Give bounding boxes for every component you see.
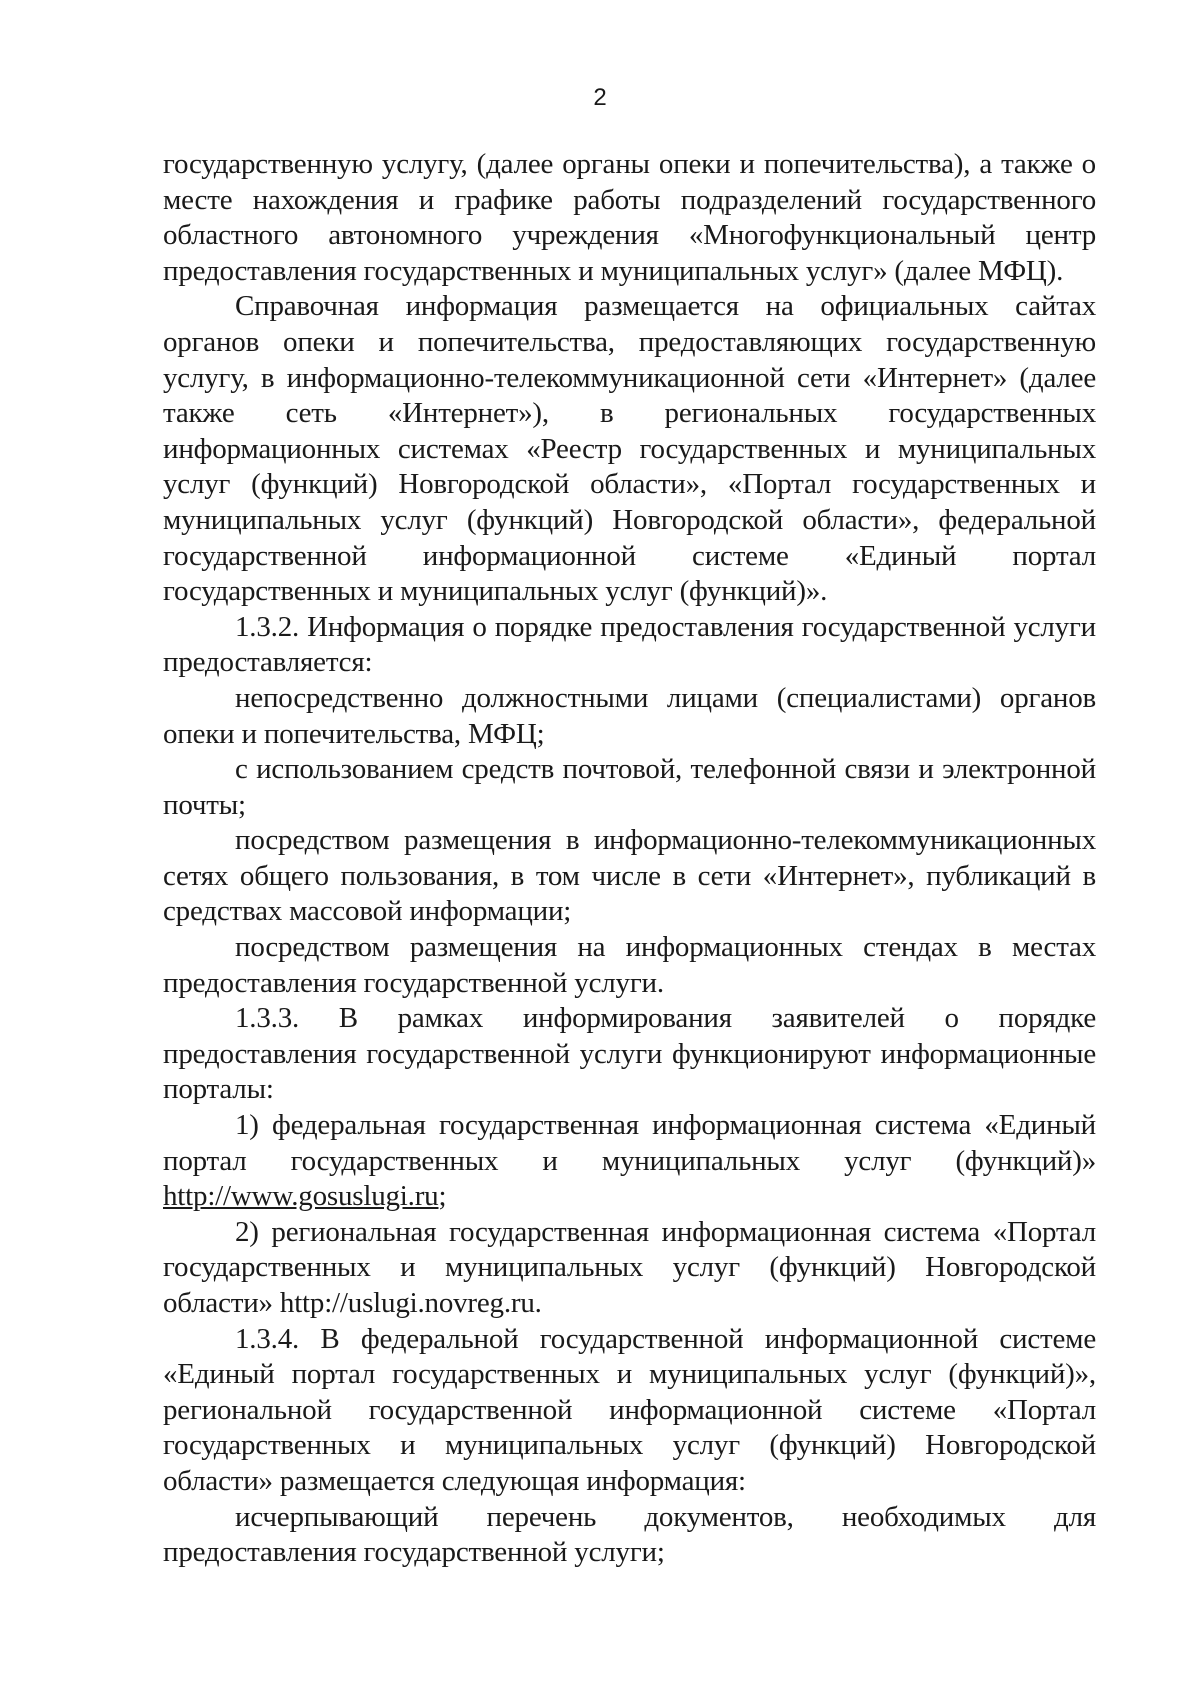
paragraph-stands: посредством размещения на информационных стендах в местах предоставления государственной услуги.	[163, 931, 1096, 999]
paragraph-networks: посредством размещения в информационно-телекоммуникационных сетях общего пользования, в том числе в сети «Интернет», публикаций в средствах массовой информации;	[163, 824, 1096, 928]
paragraph-documents-list: исчерпывающий перечень документов, необходимых для предоставления государственной услуги;	[163, 1500, 1096, 1569]
paragraph-1-3-2: 1.3.2. Информация о порядке предоставления государственной услуги предоставляется:	[163, 610, 1096, 679]
paragraph-officials: непосредственно должностными лицами (специалистами) органов опеки и попечительства, МФЦ;	[163, 681, 1096, 750]
page-number: 2	[593, 84, 607, 111]
gosuslugi-link[interactable]: http://www.gosuslugi.ru	[163, 1180, 439, 1213]
paragraph-mail-phone: с использованием средств почтовой, телефонной связи и электронной почты;	[163, 753, 1096, 821]
document-body	[163, 147, 1096, 1571]
paragraph-1-3-4: 1.3.4. В федеральной государственной информационной системе «Единый портал государственных и муниципальных услуг (функций)», региональной государственной информационной системе «Портал государственных и муниципальных услуг (функций) Новгородской области» размещается следующая информация:	[163, 1322, 1096, 1497]
portal-federal-text: 1) федеральная государственная информационная система «Единый портал государственных и муниципальных услуг (функций)»	[163, 1109, 1096, 1177]
portal-federal-tail: ;	[438, 1180, 447, 1213]
paragraph-1-3-3: 1.3.3. В рамках информирования заявителей о порядке предоставления государственной услуги функционируют информационные порталы:	[163, 1002, 1096, 1106]
paragraph-reference-info: Справочная информация размещается на официальных сайтах органов опеки и попечительства, предоставляющих государственную услугу, в информационно-телекоммуникационной сети «Интернет» (далее также сеть «Интернет»), в региональных государственных информационных системах «Реестр государственных и муниципальных услуг (функций) Новгородской области», «Портал государственных и муниципальных услуг (функций) Новгородской области», федеральной государственной информационной системе «Единый портал государственных и муниципальных услуг (функций)».	[163, 290, 1096, 608]
paragraph-portal-regional: 2) региональная государственная информационная система «Портал государственных и муниципальных услуг (функций) Новгородской области» http://uslugi.novreg.ru.	[163, 1215, 1096, 1319]
paragraph-portal-federal	[163, 1108, 1096, 1215]
paragraph-continuation: государственную услугу, (далее органы опеки и попечительства), а также о месте нахождения и графике работы подразделений государственного областного автономного учреждения «Многофункциональный центр предоставления государственных и муниципальных услуг» (далее МФЦ).	[163, 148, 1096, 287]
